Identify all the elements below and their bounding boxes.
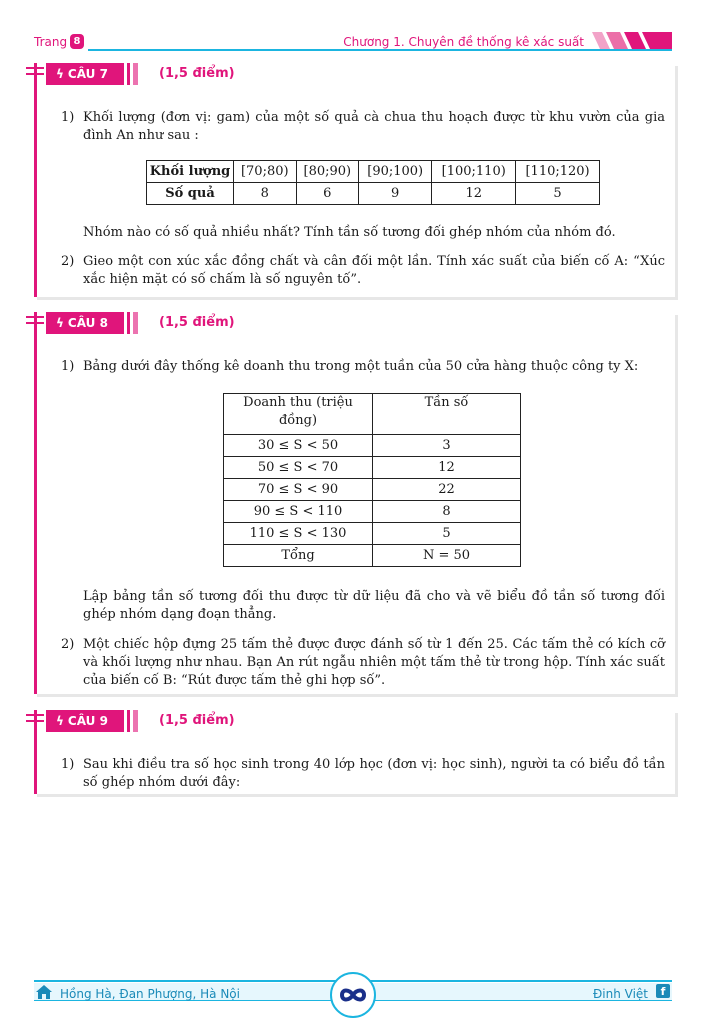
question-9 <box>34 710 675 794</box>
facebook-icon[interactable]: f <box>656 984 670 998</box>
header-lines-decoration <box>26 67 44 79</box>
footer-author: Đinh Việt <box>592 987 648 1001</box>
page-number-badge: 8 <box>70 34 84 49</box>
footer-address: Hồng Hà, Đan Phượng, Hà Nội <box>60 987 240 1001</box>
table-row: 90 ≤ S < 110 8 <box>224 501 521 523</box>
lightning-icon: ϟ <box>56 316 64 330</box>
question-8-part-1: 1) Bảng dưới đây thống kê doanh thu trong một tuần của 50 cửa hàng thuộc công ty X: <box>61 359 639 374</box>
lightning-icon: ϟ <box>56 67 64 81</box>
header-stripes-decoration <box>590 32 672 49</box>
tomato-weight-table <box>146 160 600 205</box>
table-row: Số quả 8 6 9 12 5 <box>147 183 600 205</box>
question-9-tag: ϟ CÂU 9 <box>46 710 124 732</box>
revenue-table <box>223 393 521 567</box>
table-row: 70 ≤ S < 90 22 <box>224 479 521 501</box>
chapter-title: Chương 1. Chuyên đề thống kê xác suất <box>343 35 584 49</box>
question-7-header <box>26 63 666 85</box>
header-lines-decoration <box>26 316 44 328</box>
question-8-tag: ϟ CÂU 8 <box>46 312 124 334</box>
table-total-row: Tổng N = 50 <box>224 545 521 567</box>
question-7-tag: ϟ CÂU 7 <box>46 63 124 85</box>
tag-bars-decoration <box>127 710 141 732</box>
table-header-row: Doanh thu (triệu đồng) Tần số <box>224 394 521 435</box>
question-7 <box>34 63 675 297</box>
tag-bars-decoration <box>127 312 141 334</box>
question-9-points: (1,5 điểm) <box>159 713 235 728</box>
page-header <box>34 32 672 52</box>
header-lines-decoration <box>26 714 44 726</box>
question-8-header <box>26 312 666 334</box>
table-row: Khối lượng [70;80) [80;90) [90;100) [100;110) [110;120) <box>147 161 600 183</box>
page-footer <box>34 978 672 1018</box>
home-icon <box>36 985 52 999</box>
question-8-part-1-question: Lập bảng tần số tương đối thu được từ dữ liệu đã cho và vẽ biểu đồ tần số tương đối ghép nhóm dạng đoạn thẳng. <box>83 589 665 622</box>
question-9-part-1: 1) Sau khi điều tra số học sinh trong 40 lớp học (đơn vị: học sinh), người ta có biểu đồ tần số ghép nhóm dưới đây: <box>61 757 665 790</box>
question-8-part-2: 2) Một chiếc hộp đựng 25 tấm thẻ được được đánh số từ 1 đến 25. Các tấm thẻ có kích cỡ và khối lượng như nhau. Bạn An rút ngẫu nhiên một tấm thẻ từ trong hộp. Tính xác suất của biến cố B: “Rút được tấm thẻ ghi hợp số”. <box>61 637 665 688</box>
infinity-logo-icon <box>330 972 376 1018</box>
table-row: 30 ≤ S < 50 3 <box>224 435 521 457</box>
lightning-icon: ϟ <box>56 714 64 728</box>
page-label: Trang <box>34 35 68 49</box>
question-7-part-1-question: Nhóm nào có số quả nhiều nhất? Tính tần số tương đối ghép nhóm của nhóm đó. <box>83 225 616 240</box>
header-rule <box>88 49 672 51</box>
tag-bars-decoration <box>127 63 141 85</box>
table-row: 50 ≤ S < 70 12 <box>224 457 521 479</box>
question-8 <box>34 312 675 694</box>
question-7-points: (1,5 điểm) <box>159 66 235 81</box>
question-8-points: (1,5 điểm) <box>159 315 235 330</box>
table-row: 110 ≤ S < 130 5 <box>224 523 521 545</box>
question-9-header <box>26 710 666 732</box>
question-7-part-1: 1) Khối lượng (đơn vị: gam) của một số quả cà chua thu hoạch được từ khu vườn của gia đình An như sau : <box>61 110 665 143</box>
question-7-part-2: 2) Gieo một con xúc xắc đồng chất và cân đối một lần. Tính xác suất của biến cố A: “Xúc xắc hiện mặt có số chấm là số nguyên tố”. <box>61 254 665 287</box>
